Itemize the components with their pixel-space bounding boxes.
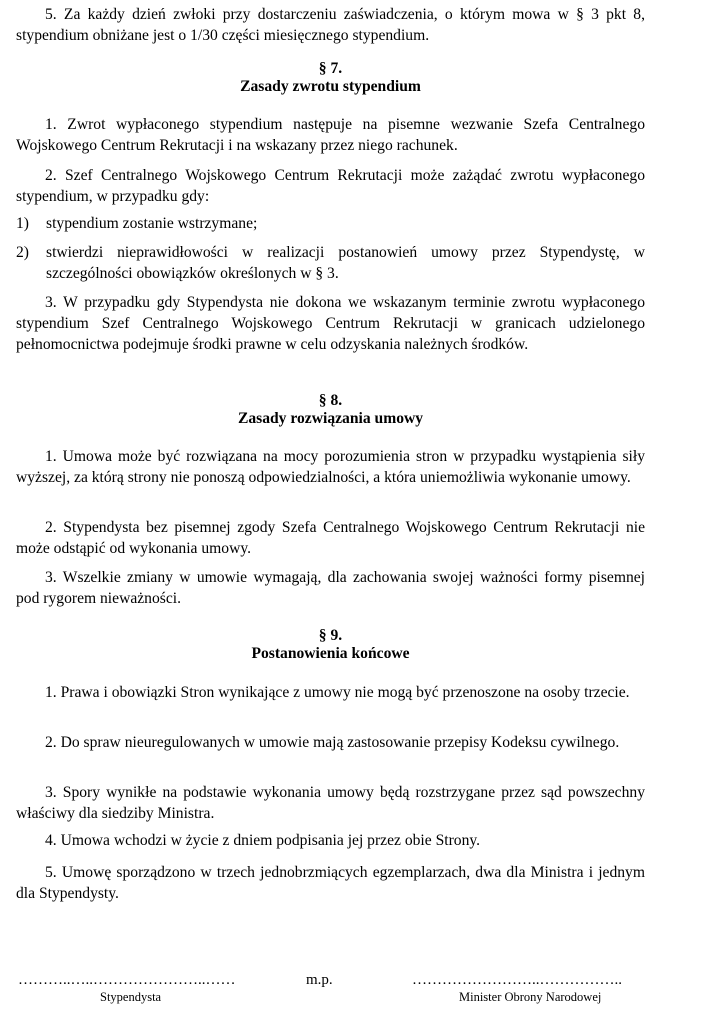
paragraph-6-5: 5. Za każdy dzień zwłoki przy dostarczeniu zaświadczenia, o którym mowa w § 3 pkt 8, stypendium obniżane jest o 1/30 części miesięcznego stypendium. [16, 6, 645, 44]
paragraph-8-1: 1. Umowa może być rozwiązana na mocy porozumienia stron w przypadku wystąpienia siły wyższej, za którą strony nie ponoszą odpowiedzialności, a która uniemożliwia wykonanie umowy. [16, 448, 645, 486]
paragraph-8-2: 2. Stypendysta bez pisemnej zgody Szefa Centralnego Wojskowego Centrum Rekrutacji nie może odstąpić od wykonania umowy. [16, 519, 645, 557]
section-9-title: Postanowienia końcowe [251, 645, 410, 662]
section-8-number: § 8. [318, 392, 343, 409]
paragraph-9-3: 3. Spory wynikłe na podstawie wykonania umowy będą rozstrzygane przez sąd powszechny właściwy dla siedziby Ministra. [16, 784, 645, 822]
list-item-text: stwierdzi nieprawidłowości w realizacji postanowień umowy przez Stypendystę, w szczególności obowiązków określonych w § 3. [46, 244, 645, 282]
paragraph-7-3: 3. W przypadku gdy Stypendysta nie dokona we wskazanym terminie zwrotu wypłaconego stypendium Szef Centralnego Wojskowego Centrum Rekrutacji w granicach udzielonego pełnomocnictwa podejmuje środki prawne w celu odzyskania należnych środków. [16, 294, 645, 353]
signature-caption-minister: Minister Obrony Narodowej [459, 990, 602, 1004]
signature-line-minister: ……………………..…………….. [412, 972, 622, 988]
paragraph-8-3: 3. Wszelkie zmiany w umowie wymagają, dla zachowania swojej ważności formy pisemnej pod rygorem nieważności. [16, 569, 645, 607]
section-9-number: § 9. [318, 627, 343, 644]
signature-caption-scholar: Stypendysta [100, 990, 162, 1004]
list-item-number: 1) [16, 215, 29, 232]
paragraph-9-5: 5. Umowę sporządzono w trzech jednobrzmiących egzemplarzach, dwa dla Ministra i jednym dla Stypendysty. [16, 864, 645, 902]
section-7-title: Zasady zwrotu stypendium [240, 78, 421, 95]
section-8-title: Zasady rozwiązania umowy [237, 410, 424, 427]
paragraph-9-1: 1. Prawa i obowiązki Stron wynikające z umowy nie mogą być przenoszone na osoby trzecie. [45, 684, 630, 701]
paragraph-7-1: 1. Zwrot wypłaconego stypendium następuje na pisemne wezwanie Szefa Centralnego Wojskowego Centrum Rekrutacji i na wskazany przez niego rachunek. [16, 116, 645, 154]
paragraph-7-2: 2. Szef Centralnego Wojskowego Centrum Rekrutacji może zażądać zwrotu wypłaconego stypendium, w przypadku gdy: [16, 167, 645, 205]
signature-line-scholar: ………..…..…………………..…… [18, 972, 236, 988]
section-7-number: § 7. [318, 60, 343, 77]
paragraph-9-2: 2. Do spraw nieuregulowanych w umowie mają zastosowanie przepisy Kodeksu cywilnego. [45, 734, 620, 751]
list-item-text: stypendium zostanie wstrzymane; [46, 215, 258, 232]
list-item-number: 2) [16, 244, 29, 261]
seal-placeholder: m.p. [306, 972, 333, 988]
paragraph-9-4: 4. Umowa wchodzi w życie z dniem podpisania jej przez obie Strony. [45, 832, 481, 849]
